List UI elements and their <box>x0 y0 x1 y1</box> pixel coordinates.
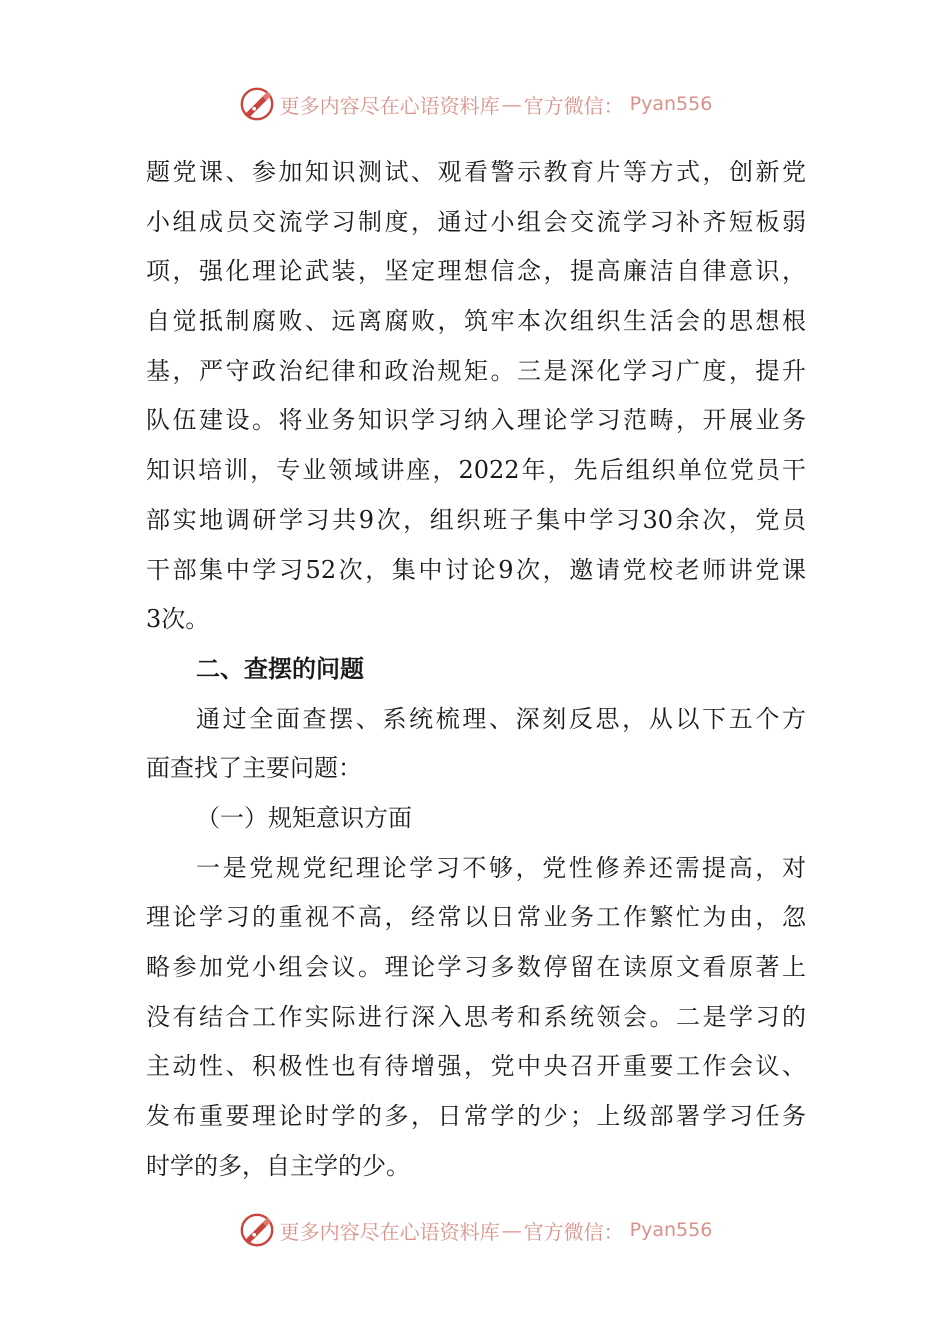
watermark-wechat-label: 官方微信： <box>523 93 624 118</box>
watermark-wechat-id: Pyan556 <box>629 93 713 115</box>
text-line: 通过全面查摆、系统梳理、深刻反思，从以下五个方 <box>196 704 806 733</box>
watermark-text: 更多内容尽在心语资料库 <box>279 93 500 118</box>
text-line: 干部集中学习52次，集中讨论9次，邀请党校老师讲党课 <box>146 555 806 584</box>
text-line: 略参加党小组会议。理论学习多数停留在读原文看原著上 <box>146 953 806 981</box>
watermark-wechat-id: Pyan556 <box>629 1219 713 1241</box>
header-watermark <box>0 84 950 124</box>
text-line: 理论学习的重视不高，经常以日常业务工作繁忙为由，忽 <box>146 903 806 932</box>
text-line: 题党课、参加知识测试、观看警示教育片等方式，创新党 <box>146 158 806 186</box>
text-line: 面查找了主要问题： <box>146 754 362 783</box>
text-line: 时学的多，自主学的少。 <box>146 1151 410 1180</box>
pen-nib-logo-icon <box>238 1211 276 1249</box>
watermark-wechat-label: 官方微信： <box>523 1219 624 1244</box>
watermark-separator: — <box>501 1218 522 1242</box>
text-line: 部实地调研学习共9次，组织班子集中学习30余次，党员 <box>146 505 806 534</box>
paragraph-continuation <box>146 148 806 645</box>
text-line: 主动性、积极性也有待增强，党中央召开重要工作会议、 <box>146 1052 806 1081</box>
paragraph-intro <box>146 695 806 794</box>
text-line: 小组成员交流学习制度，通过小组会交流学习补齐短板弱 <box>146 207 806 236</box>
pen-nib-logo-icon <box>238 85 276 123</box>
watermark-text: 更多内容尽在心语资料库 <box>279 1219 500 1244</box>
text-line: 项，强化理论武装，坚定理想信念，提高廉洁自律意识， <box>146 257 806 286</box>
footer-watermark <box>0 1210 950 1250</box>
text-line: 一是党规党纪理论学习不够，党性修养还需提高，对 <box>196 853 806 882</box>
watermark-separator: — <box>501 92 522 116</box>
text-line: 知识培训，专业领域讲座，2022年，先后组织单位党员干 <box>146 456 806 485</box>
section-heading: 二、查摆的问题 <box>196 654 364 683</box>
text-line: 队伍建设。将业务知识学习纳入理论学习范畴，开展业务 <box>146 406 806 435</box>
text-line: 自觉抵制腐败、远离腐败，筑牢本次组织生活会的思想根 <box>146 307 806 336</box>
text-line: 发布重要理论时学的多，日常学的少；上级部署学习任务 <box>146 1102 806 1131</box>
text-line: 没有结合工作实际进行深入思考和系统领会。二是学习的 <box>146 1002 806 1031</box>
text-line: 3次。 <box>146 605 210 634</box>
text-line: 基，严守政治纪律和政治规矩。三是深化学习广度，提升 <box>146 356 806 385</box>
document-body <box>146 148 806 1191</box>
subsection-heading: （一）规矩意识方面 <box>196 803 412 832</box>
paragraph-rules-awareness <box>146 844 806 1192</box>
